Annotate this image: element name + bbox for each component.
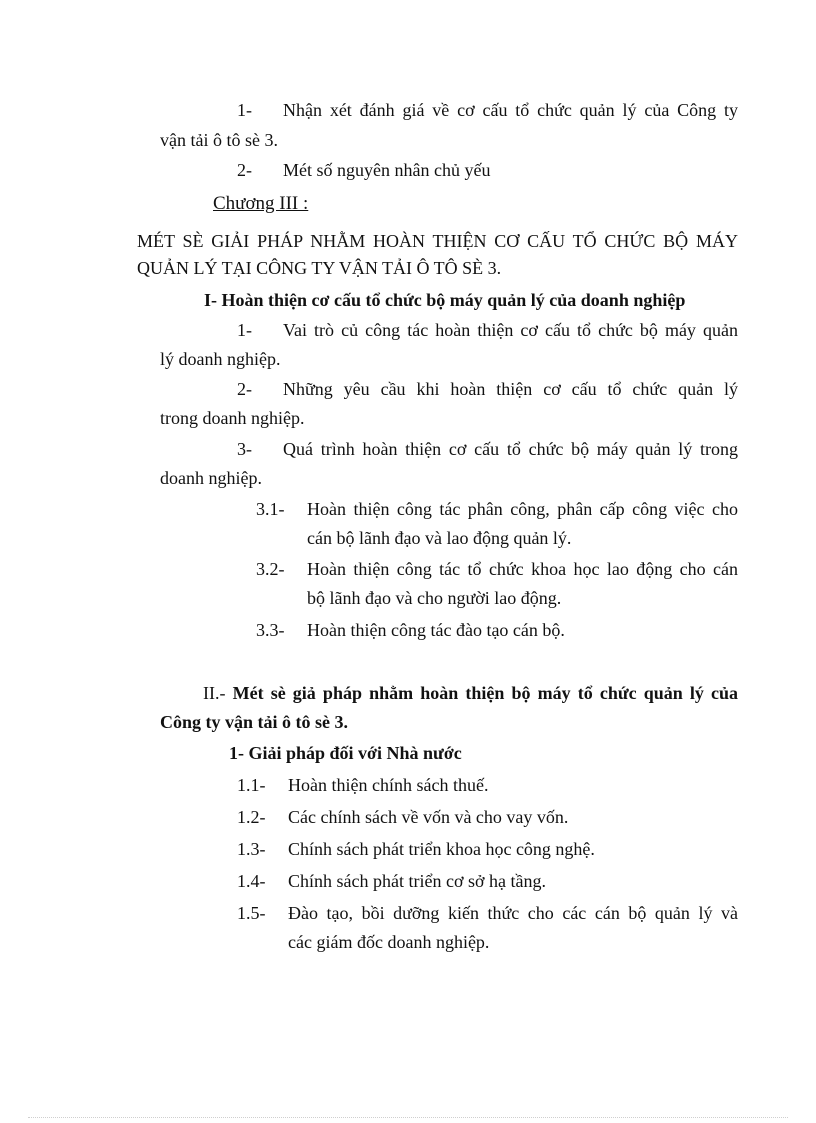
section-heading: I- Hoàn thiện cơ cấu tổ chức bộ máy quản lý của doanh nghiệp <box>204 290 686 310</box>
list-item-text: Hoàn thiện công tác đào tạo cán bộ. <box>307 620 565 640</box>
list-item-text: Vai trò củ công tác hoàn thiện cơ cấu tổ chức bộ máy quản <box>283 320 738 340</box>
list-number: 1- <box>237 100 252 120</box>
list-item-text: Hoàn thiện công tác tổ chức khoa học lao động cho cán <box>307 559 738 579</box>
list-item-text: Nhận xét đánh giá về cơ cấu tổ chức quản lý của Công ty <box>283 100 738 120</box>
list-number: 1.2- <box>237 807 266 827</box>
list-item-text: Đào tạo, bồi dưỡng kiến thức cho các cán bộ quản lý và <box>288 903 738 923</box>
list-item-text: bộ lãnh đạo và cho người lao động. <box>307 588 562 608</box>
list-item-text: Hoàn thiện chính sách thuế. <box>288 775 489 795</box>
list-item-text: doanh nghiệp. <box>160 468 262 488</box>
list-number: 3.2- <box>256 559 285 579</box>
list-number: 3.3- <box>256 620 285 640</box>
chapter-label: Chương III : <box>213 193 309 214</box>
list-item-text: cán bộ lãnh đạo và lao động quản lý. <box>307 528 572 548</box>
list-item-text: trong doanh nghiệp. <box>160 408 305 428</box>
list-item-text: Những yêu cầu khi hoàn thiện cơ cấu tổ chức quản lý <box>283 379 738 399</box>
list-number: 1.1- <box>237 775 266 795</box>
section-heading <box>203 681 738 705</box>
list-item-text: Chính sách phát triển khoa học công nghệ. <box>288 839 595 859</box>
chapter-title: MÉT SÈ GIẢI PHÁP NHẰM HOÀN THIỆN CƠ CẤU TỔ CHỨC BỘ MÁY <box>137 231 738 251</box>
list-item-text: Chính sách phát triển cơ sở hạ tầng. <box>288 871 546 891</box>
list-item-text: Các chính sách về vốn và cho vay vốn. <box>288 807 569 827</box>
list-item-text: các giám đốc doanh nghiệp. <box>288 932 490 952</box>
list-number: 3.1- <box>256 499 285 519</box>
sub-heading: 1- Giải pháp đối với Nhà nước <box>229 743 462 763</box>
list-number: 1- <box>237 320 252 340</box>
list-number: 1.3- <box>237 839 266 859</box>
list-item-text: lý doanh nghiệp. <box>160 349 281 369</box>
section-heading-text: Mét sè giả pháp nhằm hoàn thiện bộ máy tổ chức quản lý của <box>232 683 738 703</box>
list-number: 2- <box>237 379 252 399</box>
list-number: 1.4- <box>237 871 266 891</box>
page-footer-divider <box>28 1117 788 1118</box>
section-heading: Công ty vận tải ô tô sè 3. <box>160 712 348 732</box>
list-number: 3- <box>237 439 252 459</box>
list-item-text: Hoàn thiện công tác phân công, phân cấp công việc cho <box>307 499 738 519</box>
list-item-text: vận tải ô tô sè 3. <box>160 130 278 150</box>
section-prefix: II.- <box>203 683 233 703</box>
list-number: 1.5- <box>237 903 266 923</box>
list-item-text: Quá trình hoàn thiện cơ cấu tổ chức bộ máy quản lý trong <box>283 439 738 459</box>
list-item-text: Mét số nguyên nhân chủ yếu <box>283 160 491 180</box>
chapter-title: QUẢN LÝ TẠI CÔNG TY VẬN TẢI Ô TÔ SÈ 3. <box>137 258 502 278</box>
list-number: 2- <box>237 160 252 180</box>
